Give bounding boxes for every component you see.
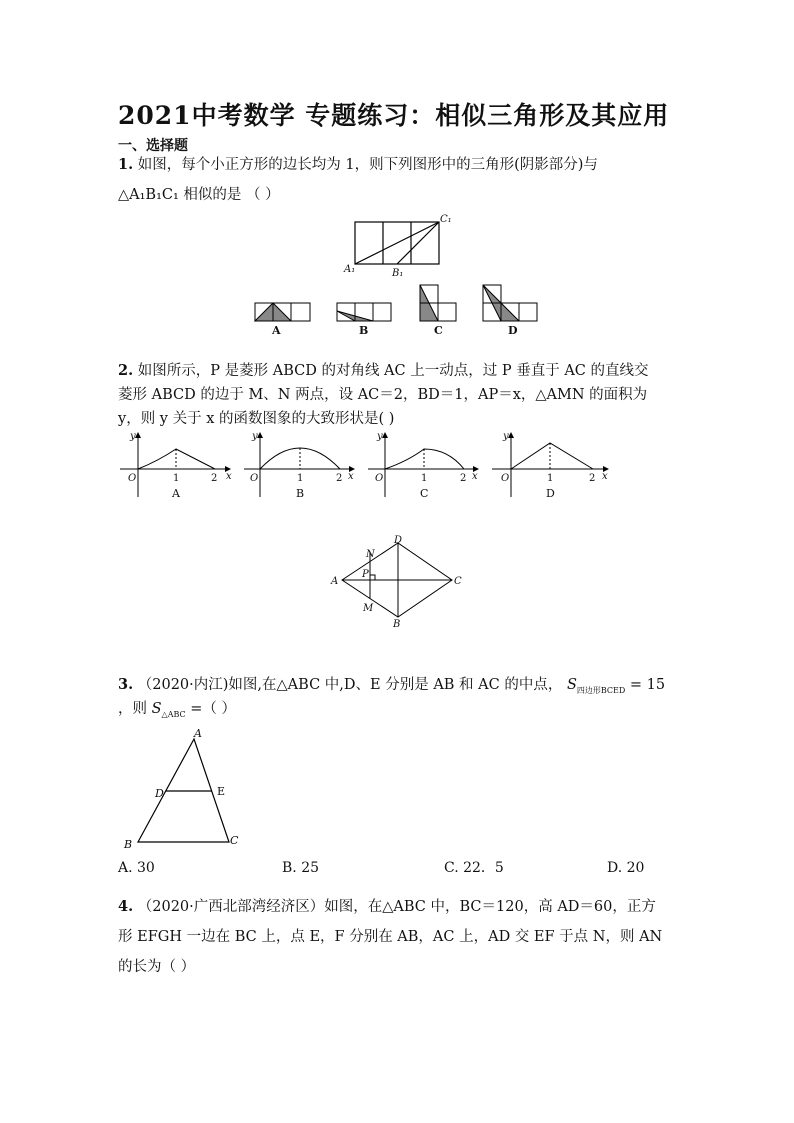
q1-label-d: D — [508, 324, 518, 337]
q3-text-2-suffix: =（ ） — [185, 701, 236, 717]
graph-a-xlabel: x — [226, 471, 232, 482]
page-title: 2021中考数学 专题练习：相似三角形及其应用 — [118, 101, 670, 130]
graph-d-tick1: 1 — [547, 473, 554, 484]
q2-text-3: y，则 y 关于 x 的函数图象的大致形状是( ) — [118, 411, 395, 427]
graph-a-label: A — [172, 487, 180, 500]
q3-area-subscript: 四边形BCED — [576, 685, 626, 695]
graph-a-tick1: 1 — [173, 473, 180, 484]
q3-area-symbol-2: S — [151, 701, 162, 717]
q1-options-figure — [254, 283, 544, 341]
q3-choice-b: B. 25 — [282, 860, 320, 876]
q1-option-d — [483, 285, 537, 321]
q1-option-c — [420, 285, 456, 321]
q3-abc-subscript: △ABC — [161, 709, 186, 719]
graph-d-label: D — [546, 487, 555, 500]
q4-text-1: （2020·广西北部湾经济区）如图，在△ABC 中，BC＝120，高 AD＝60，正方 — [137, 899, 656, 915]
q2-line1 — [118, 359, 649, 383]
q4-text-2: 形 EFGH 一边在 BC 上，点 E，F 分别在 AB，AC 上，AD 交 EF 于点 N，则 AN — [118, 929, 663, 945]
graph-d-ylabel: y — [503, 431, 509, 442]
q3-line2 — [118, 697, 236, 727]
q4-number: 4. — [118, 898, 134, 915]
graph-a-origin: O — [128, 473, 137, 484]
label-a1: A₁ — [344, 264, 356, 275]
rhombus-label-a: A — [331, 576, 339, 587]
q2-number: 2. — [118, 362, 134, 379]
q3-number: 3. — [118, 676, 134, 693]
section-heading: 一、选择题 — [118, 138, 188, 154]
q2-graphs — [118, 427, 618, 502]
graph-d-tick2: 2 — [589, 473, 596, 484]
graph-c-ylabel: y — [377, 431, 383, 442]
graph-c-tick1: 1 — [421, 473, 428, 484]
q1-number: 1. — [118, 156, 134, 173]
q3-area-value: = 15 — [629, 677, 666, 693]
q1-label-a: A — [272, 324, 281, 337]
rhombus-label-d: D — [394, 535, 403, 546]
rhombus-label-c: C — [454, 576, 462, 587]
graph-b-origin: O — [250, 473, 259, 484]
tri-label-a: A — [194, 727, 202, 740]
graph-b-xlabel: x — [348, 471, 354, 482]
q1-main-figure — [340, 210, 460, 280]
q3-text-1: （2020·内江)如图,在△ABC 中,D、E 分别是 AB 和 AC 的中点， — [137, 677, 563, 693]
q1-label-c: C — [434, 324, 443, 337]
graph-b-tick2: 2 — [336, 473, 343, 484]
rhombus-label-b: B — [393, 619, 401, 630]
q3-choice-a: A. 30 — [118, 860, 155, 876]
q1-line1 — [118, 153, 598, 177]
graph-c-xlabel: x — [472, 471, 478, 482]
q2-rhombus-figure — [325, 535, 470, 630]
q1-option-a — [255, 303, 310, 321]
tri-label-d: D — [155, 787, 164, 800]
rhombus-label-m: M — [363, 603, 374, 614]
q3-area-symbol: S — [566, 677, 577, 693]
q1-label-b: B — [359, 324, 369, 337]
q3-triangle-figure — [118, 724, 248, 854]
tri-label-e: E — [217, 785, 226, 798]
graph-c-label: C — [420, 487, 429, 500]
q4-line1 — [118, 895, 656, 919]
q1-text-1: 如图，每个小正方形的边长均为 1，则下列图形中的三角形(阴影部分)与 — [137, 157, 598, 173]
graph-a-ylabel: y — [130, 431, 136, 442]
graph-b-label: B — [296, 487, 305, 500]
q1-option-b — [337, 303, 391, 321]
graph-d-xlabel: x — [602, 471, 608, 482]
graph-d-origin: O — [501, 473, 510, 484]
graph-c-tick2: 2 — [460, 473, 467, 484]
q3-choice-d: D. 20 — [607, 860, 645, 876]
q4-text-3: 的长为（ ） — [118, 959, 196, 975]
graph-c-origin: O — [375, 473, 384, 484]
graph-a-tick2: 2 — [211, 473, 218, 484]
q2-text-1: 如图所示，P 是菱形 ABCD 的对角线 AC 上一动点，过 P 垂直于 AC 的直线交 — [137, 363, 649, 379]
q1-text-2: △A₁B₁C₁ 相似的是 （ ） — [118, 187, 280, 203]
graph-b-tick1: 1 — [297, 473, 304, 484]
label-c1: C₁ — [440, 214, 452, 225]
label-b1: B₁ — [392, 268, 404, 279]
q2-text-2: 菱形 ABCD 的边于 M、N 两点，设 AC＝2，BD＝1，AP＝x，△AMN 的面积为 — [118, 387, 648, 403]
rhombus-label-n: N — [366, 549, 375, 560]
tri-label-b: B — [124, 838, 133, 851]
q3-choice-c: C. 22．5 — [444, 860, 504, 876]
q3-text-2-prefix: ，则 — [118, 701, 152, 717]
graph-b-ylabel: y — [252, 431, 258, 442]
rhombus-label-p: P — [362, 569, 369, 580]
tri-label-c: C — [230, 834, 239, 847]
